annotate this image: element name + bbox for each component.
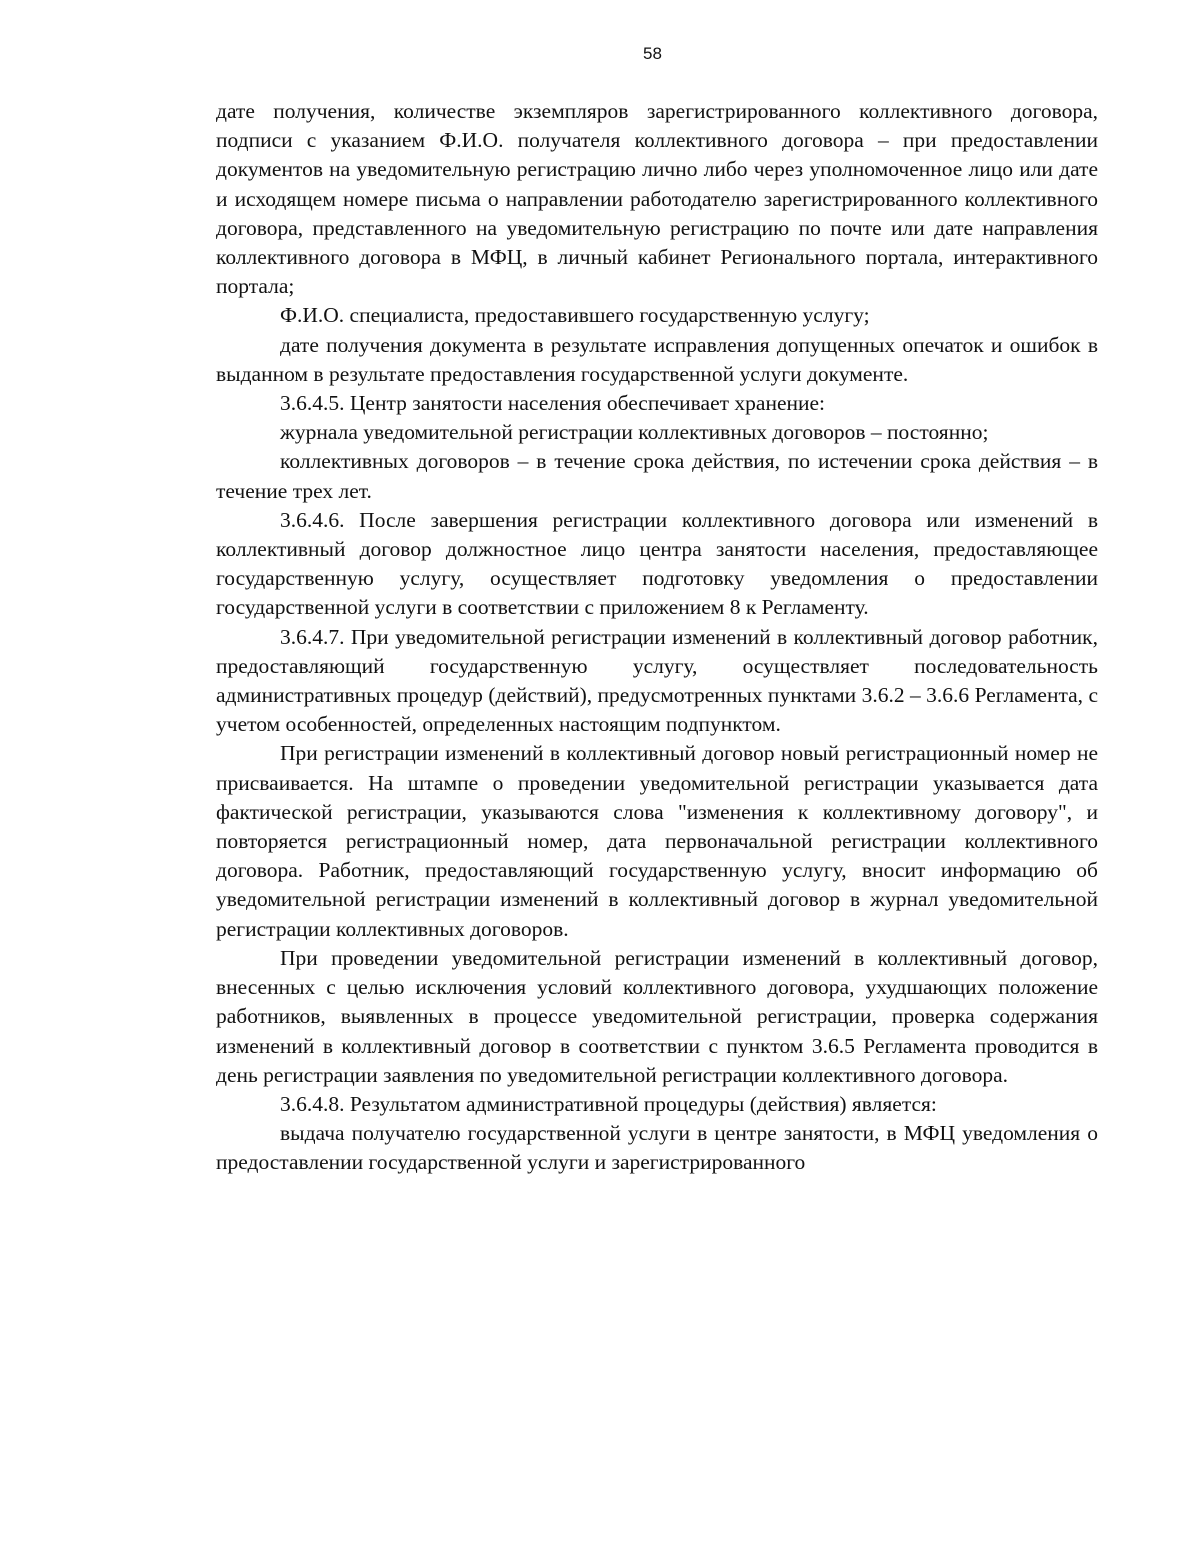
paragraph: коллективных договоров – в течение срока действия, по истечении срока действия – в течение трех лет.: [216, 449, 1098, 503]
paragraph-continuation: дате получения, количестве экземпляров зарегистрированного коллективного договора, подписи с указанием Ф.И.О. получателя коллективного договора – при предоставлении документов на уведомительную регистрацию лично либо через уполномоченное лицо или дате и исходящем номере письма о направлении работодателю зарегистрированного коллективного договора, представленного на уведомительную регистрацию по почте или дате направления коллективного договора в МФЦ, в личный кабинет Регионального портала, интерактивного портала;: [216, 99, 1098, 299]
page-number: 58: [643, 44, 662, 63]
document-body: [216, 97, 1098, 1178]
paragraph: При проведении уведомительной регистрации изменений в коллективный договор, внесенных с целью исключения условий коллективного договора, ухудшающих положение работников, выявленных в процессе уведомительной регистрации, проверка содержания изменений в коллективный договор в соответствии с пунктом 3.6.5 Регламента проводится в день регистрации заявления по уведомительной регистрации коллективного договора.: [216, 945, 1098, 1087]
paragraph-section-3-6-4-6: 3.6.4.6. После завершения регистрации коллективного договора или изменений в коллективный договор должностное лицо центра занятости населения, предоставляющее государственную услугу, осуществляет подготовку уведомления о предоставлении государственной услуги в соответствии с приложением 8 к Регламенту.: [216, 507, 1098, 620]
paragraph-section-3-6-4-8: 3.6.4.8. Результатом административной процедуры (действия) является:: [280, 1091, 937, 1116]
paragraph: журнала уведомительной регистрации коллективных договоров – постоянно;: [280, 420, 989, 445]
paragraph-section-3-6-4-5: 3.6.4.5. Центр занятости населения обеспечивает хранение:: [280, 391, 826, 416]
paragraph: дате получения документа в результате исправления допущенных опечаток и ошибок в выданном в результате предоставления государственной услуги документе.: [216, 332, 1098, 386]
paragraph: выдача получателю государственной услуги в центре занятости, в МФЦ уведомления о предоставлении государственной услуги и зарегистрированного: [216, 1121, 1098, 1175]
paragraph: При регистрации изменений в коллективный договор новый регистрационный номер не присваивается. На штампе о проведении уведомительной регистрации указывается дата фактической регистрации, указываются слова "изменения к коллективному договору", и повторяется регистрационный номер, дата первоначальной регистрации коллективного договора. Работник, предоставляющий государственную услугу, вносит информацию об уведомительной регистрации изменений в коллективный договор в журнал уведомительной регистрации коллективных договоров.: [216, 741, 1098, 941]
paragraph: Ф.И.О. специалиста, предоставившего государственную услугу;: [280, 303, 870, 328]
paragraph-section-3-6-4-7: 3.6.4.7. При уведомительной регистрации изменений в коллективный договор работник, предоставляющий государственную услугу, осуществляет последовательность административных процедур (действий), предусмотренных пунктами 3.6.2 – 3.6.6 Регламента, с учетом особенностей, определенных настоящим подпунктом.: [216, 624, 1098, 737]
